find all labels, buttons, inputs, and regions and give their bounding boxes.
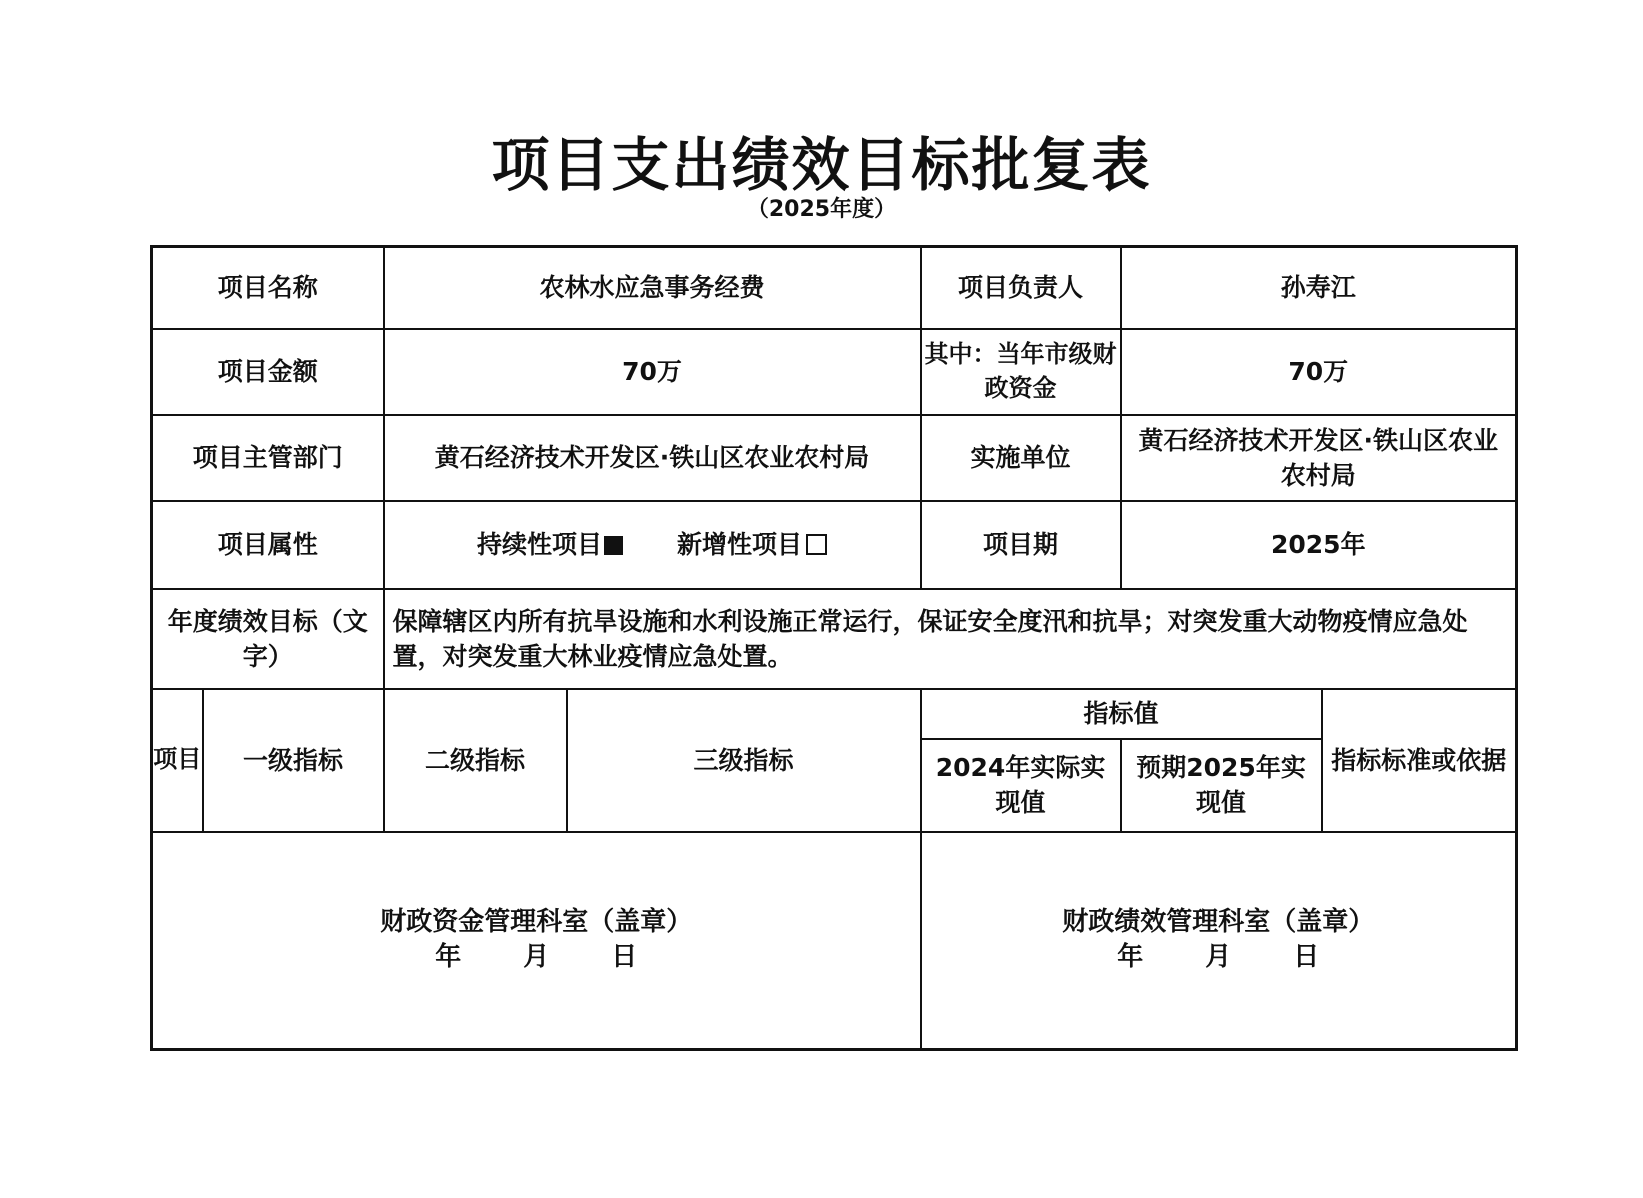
left-month-label: 月 xyxy=(523,942,550,973)
row-attribute xyxy=(152,501,1517,589)
unchecked-box-icon xyxy=(806,534,827,555)
period-value: 2025年 xyxy=(1121,501,1517,589)
right-signature-block xyxy=(921,832,1517,1050)
goal-label: 年度绩效目标（文字） xyxy=(152,589,384,689)
project-leader-value: 孙寿江 xyxy=(1121,247,1517,329)
period-label: 项目期 xyxy=(921,501,1121,589)
attr-label: 项目属性 xyxy=(152,501,384,589)
attr-new-label: 新增性项目 xyxy=(677,530,803,559)
document-title: 项目支出绩效目标批复表 xyxy=(491,131,1152,199)
row-signatures xyxy=(152,832,1517,1050)
city-funds-value: 70万 xyxy=(1121,329,1517,415)
attr-value xyxy=(384,501,921,589)
project-name-value: 农林水应急事务经费 xyxy=(384,247,921,329)
dept-label: 项目主管部门 xyxy=(152,415,384,501)
row-indicator-header-1 xyxy=(152,689,1517,739)
approval-form-table xyxy=(150,245,1518,1051)
header-project: 项目 xyxy=(152,689,203,832)
header-value-group: 指标值 xyxy=(921,689,1322,739)
left-day-label: 日 xyxy=(611,942,638,973)
amount-value: 70万 xyxy=(384,329,921,415)
attr-continuing-label: 持续性项目 xyxy=(477,530,603,559)
header-expected-2025: 预期2025年实现值 xyxy=(1121,739,1322,832)
header-level3: 三级指标 xyxy=(567,689,921,832)
project-name-label: 项目名称 xyxy=(152,247,384,329)
row-department xyxy=(152,415,1517,501)
right-year-label: 年 xyxy=(1117,942,1144,973)
left-office-label: 财政资金管理科室（盖章） xyxy=(380,907,693,938)
impl-value: 黄石经济技术开发区·铁山区农业农村局 xyxy=(1121,415,1517,501)
checked-box-icon xyxy=(604,536,623,555)
header-standard: 指标标准或依据 xyxy=(1322,689,1517,832)
right-month-label: 月 xyxy=(1205,942,1232,973)
right-day-label: 日 xyxy=(1293,942,1320,973)
left-date-line xyxy=(159,940,914,975)
header-actual-2024: 2024年实际实现值 xyxy=(921,739,1121,832)
right-office-label: 财政绩效管理科室（盖章） xyxy=(1062,907,1375,938)
row-project-name xyxy=(152,247,1517,329)
header-level1: 一级指标 xyxy=(203,689,384,832)
dept-value: 黄石经济技术开发区·铁山区农业农村局 xyxy=(384,415,921,501)
right-date-line xyxy=(928,940,1510,975)
left-signature-block xyxy=(152,832,921,1050)
row-amount xyxy=(152,329,1517,415)
impl-label: 实施单位 xyxy=(921,415,1121,501)
goal-value: 保障辖区内所有抗旱设施和水利设施正常运行，保证安全度汛和抗旱；对突发重大动物疫情应急处置，对突发重大林业疫情应急处置。 xyxy=(384,589,1517,689)
project-leader-label: 项目负责人 xyxy=(921,247,1121,329)
left-year-label: 年 xyxy=(435,942,462,973)
city-funds-label: 其中：当年市级财政资金 xyxy=(921,329,1121,415)
row-goal xyxy=(152,589,1517,689)
amount-label: 项目金额 xyxy=(152,329,384,415)
header-level2: 二级指标 xyxy=(384,689,567,832)
document-year: （2025年度） xyxy=(746,197,897,222)
